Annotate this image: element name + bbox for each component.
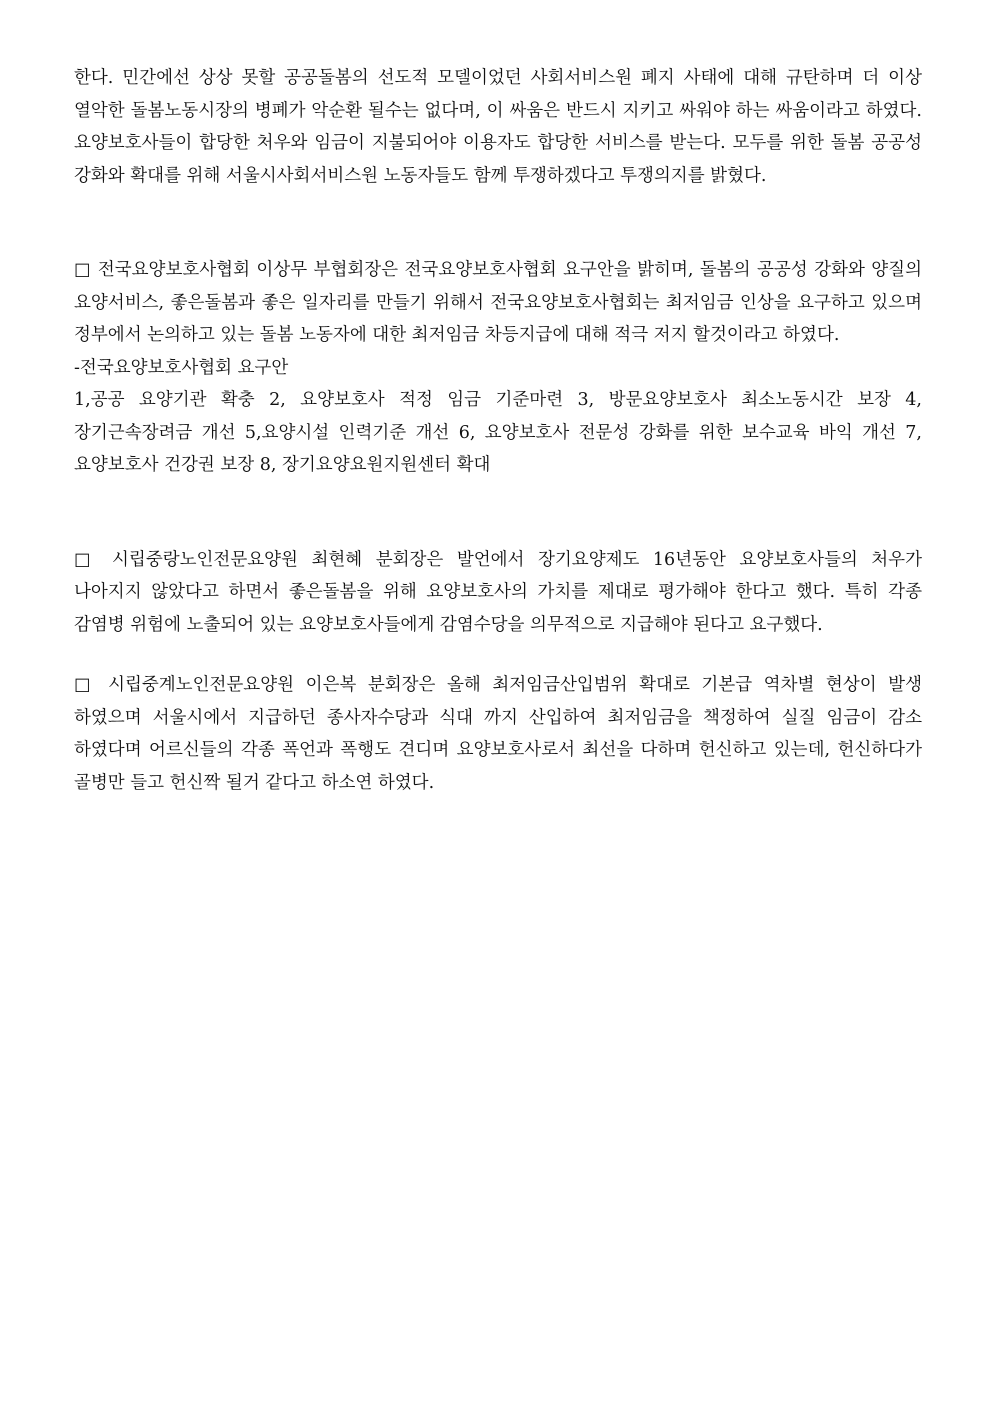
paragraph-junggye-branch: □ 시립중계노인전문요양원 이은복 분회장은 올해 최저임금산입범위 확대로 기본급 역차별 현상이 발생 하였으며 서울시에서 지급하던 종사자수당과 식대 까지 산입하여 최저임금을 책정하여 실질 임금이 감소 하였다며 어르신들의 각종 폭언과 폭행도 견디며 요양보호사로서 최선을 다하며 헌신하고 있는데, 헌신하다가 골병만 들고 헌신짝 될거 같다고 하소연 하였다. (74, 675, 922, 793)
paragraph-sswon-closure: 한다. 민간에선 상상 못할 공공돌봄의 선도적 모델이었던 사회서비스원 폐지 사태에 대해 규탄하며 더 이상 열악한 돌봄노동시장의 병폐가 악순환 될수는 없다며, 이 싸움은 반드시 지키고 싸워야 하는 싸움이라고 하였다. 요양보호사들이 합당한 처우와 임금이 지불되어야 이용자도 합당한 서비스를 받는다. 모두를 위한 돌봄 공공성 강화와 확대를 위해 서울시사회서비스원 노동자들도 함께 투쟁하겠다고 투쟁의지를 밝혔다. (74, 68, 922, 186)
paragraph-association-vice-president: □ 전국요양보호사협회 이상무 부협회장은 전국요양보호사협회 요구안을 밝히며, 돌봄의 공공성 강화와 양질의 요양서비스, 좋은돌봄과 좋은 일자리를 만들기 위해서 전국요양보호사협회는 최저임금 인상을 요구하고 있으며 정부에서 논의하고 있는 돌봄 노동자에 대한 최저임금 차등지급에 대해 적극 저지 할것이라고 하였다. (74, 260, 922, 345)
spacer (74, 482, 922, 544)
demands-heading: -전국요양보호사협회 요구안 (74, 357, 289, 378)
section-association-demands (74, 254, 922, 482)
spacer (74, 192, 922, 254)
demands-list: 1,공공 요양기관 확충 2, 요양보호사 적정 임금 기준마련 3, 방문요양보호사 최소노동시간 보장 4, 장기근속장려금 개선 5,요양시설 인력기준 개선 6, 요양보호사 전문성 강화를 위한 보수교육 바익 개선 7, 요양보호사 건강권 보장 8, 장기요양요원지원센터 확대 (74, 390, 922, 475)
paragraph-jungnang-branch: □ 시립중랑노인전문요양원 최현혜 분회장은 발언에서 장기요양제도 16년동안 요양보호사들의 처우가 나아지지 않았다고 하면서 좋은돌봄을 위해 요양보호사의 가치를 제대로 평가해야 한다고 했다. 특히 각종 감염병 위험에 노출되어 있는 요양보호사들에게 감염수당을 의무적으로 지급해야 된다고 요구했다. (74, 549, 922, 635)
spacer (74, 641, 922, 669)
document-page (74, 62, 922, 799)
